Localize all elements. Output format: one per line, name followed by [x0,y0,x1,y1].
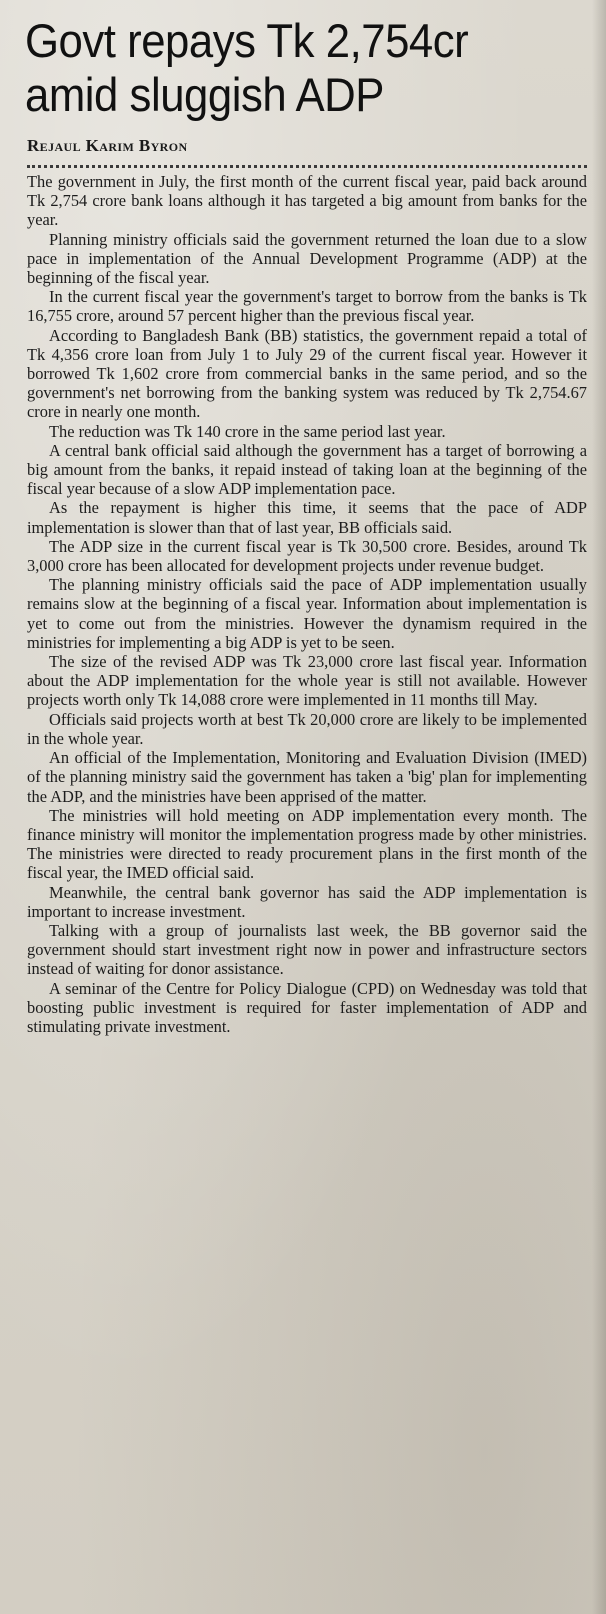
paragraph: The size of the revised ADP was Tk 23,000 crore last fiscal year. Information about the ADP implementation for the whole year is still not available. However projects worth only Tk 14,088 crore were implemented in 11 months till May. [27,652,587,710]
paragraph: Talking with a group of journalists last week, the BB governor said the government should start investment right now in power and infrastructure sectors instead of waiting for donor assistance. [27,920,587,979]
paragraph: The planning ministry officials said the pace of ADP implementation usually remains slow at the beginning of a fiscal year. Information about implementation is yet to come out from the ministries. However the dynamism required in the ministries for implementing a big ADP is yet to be seen. [27,575,587,652]
article-body [27,172,587,1036]
paragraph: A seminar of the Centre for Policy Dialogue (CPD) on Wednesday was told that boosting public investment is required for faster implementation of ADP and stimulating private investment. [27,978,587,1036]
article [27,14,587,1036]
headline [25,14,602,122]
headline-line-2: amid sluggish ADP [25,68,384,121]
headline-line-1: Govt repays Tk 2,754cr [25,14,469,67]
page-fold-shadow [592,0,606,1614]
paragraph: A central bank official said although the government has a target of borrowing a big amount from the banks, it repaid instead of taking loan at the beginning of the fiscal year because of a slow ADP implementation pace. [27,440,587,499]
paragraph: As the repayment is higher this time, it seems that the pace of ADP implementation is slower than that of last year, BB officials said. [27,498,587,537]
paragraph: The reduction was Tk 140 crore in the same period last year. [49,421,446,441]
paragraph: Meanwhile, the central bank governor has said the ADP implementation is important to increase investment. [27,882,587,921]
paragraph: An official of the Implementation, Monitoring and Evaluation Division (IMED) of the planning ministry said the government has taken a 'big' plan for implementing the ADP, and the ministries have been apprised of the matter. [27,748,587,806]
paragraph: Planning ministry officials said the government returned the loan due to a slow pace in implementation of the Annual Development Programme (ADP) at the beginning of the fiscal year. [27,229,587,288]
byline: Rejaul Karim Byron [27,136,188,155]
paragraph: The ADP size in the current fiscal year is Tk 30,500 crore. Besides, around Tk 3,000 crore has been allocated for development projects under revenue budget. [27,536,587,576]
paragraph: In the current fiscal year the government's target to borrow from the banks is Tk 16,755 crore, around 57 percent higher than the previous fiscal year. [27,287,587,326]
dotted-divider [27,165,587,168]
paragraph: The ministries will hold meeting on ADP implementation every month. The finance ministry will monitor the implementation progress made by other ministries. The ministries were directed to ready procurement plans in the first month of the fiscal year, the IMED official said. [27,805,587,883]
paragraph: The government in July, the first month of the current fiscal year, paid back around Tk 2,754 crore bank loans although it has targeted a big amount from banks for the year. [27,172,587,230]
paragraph: Officials said projects worth at best Tk 20,000 crore are likely to be implemented in the whole year. [27,709,587,748]
paragraph: According to Bangladesh Bank (BB) statistics, the government repaid a total of Tk 4,356 crore loan from July 1 to July 29 of the current fiscal year. However it borrowed Tk 1,602 crore from commercial banks in the same period, and so the government's net borrowing from the banking system was reduced by Tk 2,754.67 crore in nearly one month. [27,325,587,422]
